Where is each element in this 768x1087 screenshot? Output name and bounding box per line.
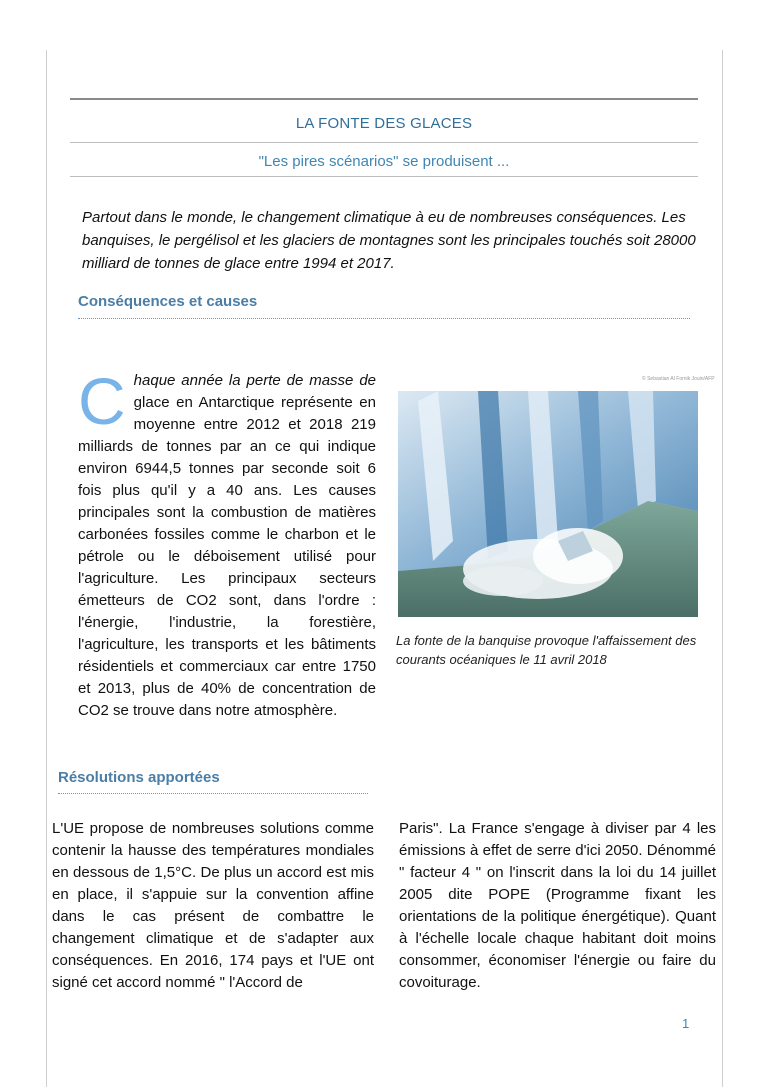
image-credit: © Sebastian Al Fornik Jouin/AFP	[642, 376, 715, 382]
glacier-photo	[398, 391, 698, 617]
consequences-paragraph	[78, 364, 376, 722]
document-title: LA FONTE DES GLACES	[295, 115, 473, 132]
section-heading-consequences: Conséquences et causes	[78, 293, 258, 310]
section-divider-consequences	[78, 318, 690, 319]
header-divider	[70, 142, 698, 143]
document-subtitle: "Les pires scénarios" se produisent ...	[258, 153, 510, 170]
image-caption: La fonte de la banquise provoque l'affaissement des courants océaniques le 11 avril 2018	[396, 633, 697, 667]
drop-cap: C	[78, 364, 126, 438]
header-top-rule	[70, 98, 698, 100]
paragraph-first-line: haque année la perte de masse de	[133, 372, 376, 389]
page-edge-right	[722, 50, 723, 1087]
page-number: 1	[682, 1016, 690, 1031]
section-divider-resolutions	[58, 793, 368, 794]
page-edge-left	[46, 50, 47, 1087]
resolutions-column-left: L'UE propose de nombreuses solutions comme contenir la hausse des températures mondiales en dessous de 1,5°C. De plus un accord est mis en place, il s'appuie sur la convention affine dans le cas présent de combattre le changement climatique et de s'adapter aux conséquences. En 2016, 174 pays et l'UE ont signé cet accord nommé " l'Accord de	[52, 820, 374, 991]
paragraph-body: glace en Antarctique représente en moyenne entre 2012 et 2018 219 milliards de tonnes par an ce qui indique environ 6944,5 tonnes par seconde soit 6 fois plus qu'il y a 40 ans. Les causes principales sont la combustion de matières carbonées fossiles comme le charbon et le pétrole ou le déboisement utilisé pour l'agriculture. Les principaux secteurs émetteurs de CO2 sont, dans l'ordre : l'énergie, l'industrie, la forestière, l'agriculture, les transports et les bâtiments résidentiels et commerciaux car entre 1750 et 2013, plus de 40% de concentration de CO2 se trouve dans notre atmosphère.	[78, 394, 376, 719]
resolutions-column-right: Paris". La France s'engage à diviser par 4 les émissions à effet de serre d'ici 2050. Dénommé " facteur 4 " on l'inscrit dans la loi du 14 juillet 2005 dite POPE (Programme fixant les orientations de la politique énergétique). Quant à l'échelle locale chaque habitant doit moins consommer, économiser l'énergie ou faire du covoiturage.	[399, 820, 716, 991]
section-heading-resolutions: Résolutions apportées	[58, 769, 220, 786]
intro-paragraph: Partout dans le monde, le changement climatique à eu de nombreuses conséquences. Les banquises, le pergélisol et les glaciers de montagnes sont les principales touchés soit 28000 milliard de tonnes de glace entre 1994 et 2017.	[82, 209, 696, 272]
header-bottom-rule	[70, 176, 698, 177]
